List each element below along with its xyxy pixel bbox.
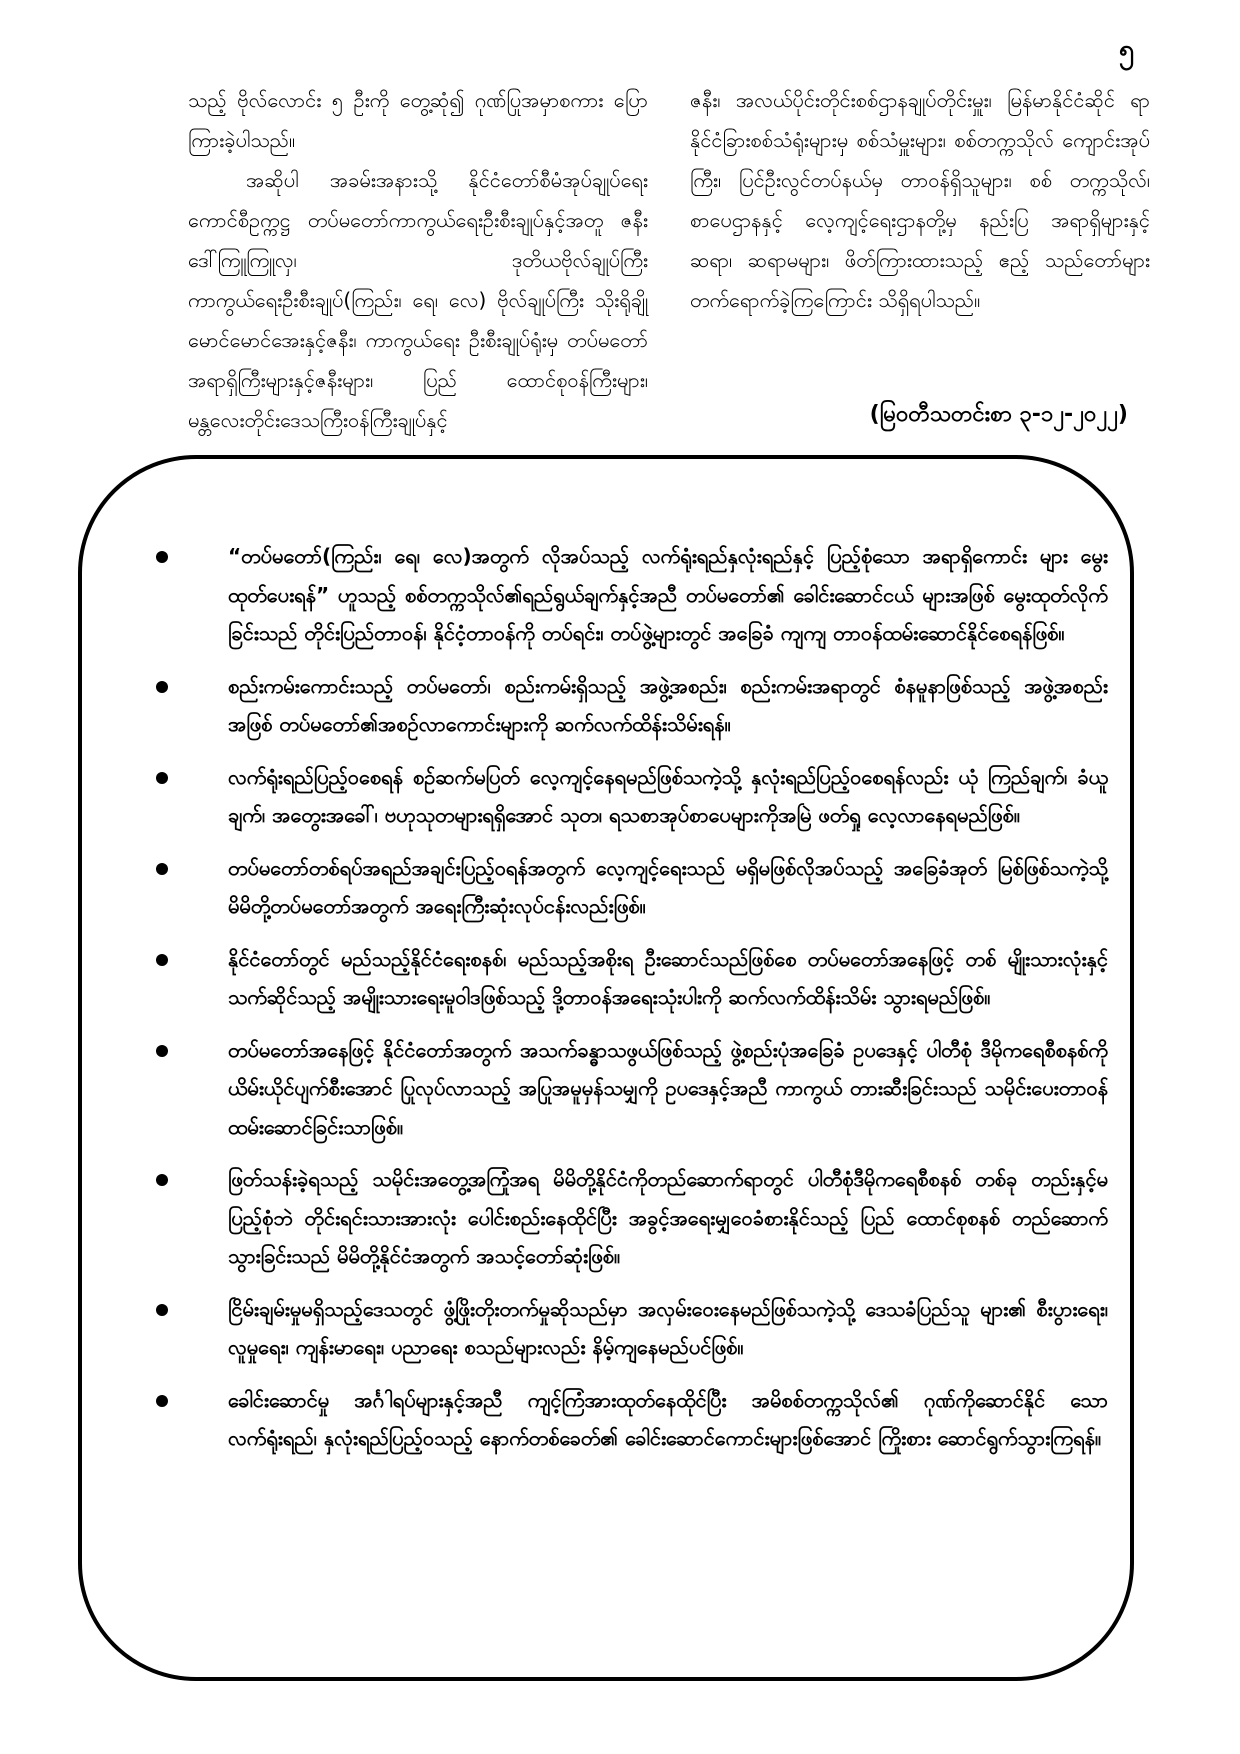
bullet-text: ခေါင်းဆောင်မှု အင်္ဂါရပ်များနှင့်အညီ ကျင့်ကြံအားထုတ်နေထိုင်ပြီး အမိစစ်တက္ကသိုလ်၏ ဂုဏ်ကိုဆောင်နိုင် သော လက်ရုံးရည်၊ နှလုံးရည်ပြည့်ဝသည့် နောက်တစ်ခေတ်၏ ခေါင်းဆောင်ကောင်းများဖြစ်အောင် ကြိုးစား ဆောင်ရွက်သွားကြရန်။ (228, 1387, 1108, 1450)
bullet-text: လက်ရုံးရည်ပြည့်ဝစေရန် စဉ်ဆက်မပြတ် လေ့ကျင့်နေရမည်ဖြစ်သကဲ့သို့ နှလုံးရည်ပြည့်ဝစေရန်လည်း ယုံ ကြည်ချက်၊ ခံယူချက်၊ အတွေးအခေါ်၊ ဗဟုသုတများရရှိအောင် သုတ၊ ရသစာအုပ်စာပေများကိုအမြဲ ဖတ်ရှု လေ့လာနေရမည်ဖြစ်။ (228, 764, 1108, 827)
bullet-item-3 (136, 758, 1108, 835)
left-paragraph-1: သည့် ဗိုလ်လောင်း ၅ ဦးကို တွေ့ဆုံ၍ ဂုဏ်ပြုအမှာစကား ပြောကြားခဲ့ပါသည်။ (188, 88, 648, 152)
bullet-icon (156, 1045, 168, 1057)
bullet-icon (156, 1395, 168, 1407)
bullet-item-2 (136, 667, 1108, 744)
left-paragraph-2: အဆိုပါ အခမ်းအနားသို့ နိုင်ငံတော်စီမံအုပ်ချုပ်ရေး ကောင်စီဥက္ကဋ္ဌ တပ်မတော်ကာကွယ်ရေးဦးစီးချုပ်နှင့်အတူ ဇနီးဒေါ်ကြူကြူလှ၊ ဒုတိယဗိုလ်ချုပ်ကြီး ကာကွယ်ရေးဦးစီးချုပ်(ကြည်း၊ ရေ၊ လေ) ဗိုလ်ချုပ်ကြီး သိုးရိုချိုမောင်မောင်အေးနှင့်ဇနီး၊ ကာကွယ်ရေး ဦးစီးချုပ်ရုံးမှ တပ်မတော်အရာရှိကြီးများနှင့်ဇနီးများ၊ ပြည် ထောင်စုဝန်ကြီးများ၊ မန္တလေးတိုင်းဒေသကြီးဝန်ကြီးချုပ်နှင့် (188, 168, 648, 432)
key-points-box (78, 455, 1134, 1681)
bullet-text: တပ်မတော်တစ်ရပ်အရည်အချင်းပြည့်ဝရန်အတွက် လေ့ကျင့်ရေးသည် မရှိမဖြစ်လိုအပ်သည့် အခြေခံအုတ် မြစ်ဖြစ်သကဲ့သို့ မိမိတို့တပ်မတော်အတွက် အရေးကြီးဆုံးလုပ်ငန်းလည်းဖြစ်။ (228, 855, 1108, 918)
bullet-item-6 (136, 1031, 1108, 1147)
bullet-text: “တပ်မတော်(ကြည်း၊ ရေ၊ လေ)အတွက် လိုအပ်သည့် လက်ရုံးရည်နှလုံးရည်နှင့် ပြည့်စုံသော အရာရှိကောင်း များ မွေးထုတ်ပေးရန်” ဟူသည့် စစ်တက္ကသိုလ်၏ရည်ရွယ်ချက်နှင့်အညီ တပ်မတော်၏ ခေါင်းဆောင်ငယ် များအဖြစ် မွေးထုတ်လိုက်ခြင်းသည် တိုင်းပြည်တာဝန်၊ နိုင်ငံ့တာဝန်ကို တပ်ရင်း၊ တပ်ဖွဲ့များတွင် အခြေခံ ကျကျ တာဝန်ထမ်းဆောင်နိုင်စေရန်ဖြစ်။ (228, 544, 1108, 645)
bullet-icon (156, 954, 168, 966)
bullet-icon (156, 551, 168, 563)
bullet-icon (156, 1304, 168, 1316)
bullet-item-4 (136, 849, 1108, 926)
right-paragraph-1: ဇနီး၊ အလယ်ပိုင်းတိုင်းစစ်ဌာနချုပ်တိုင်းမှူး၊ မြန်မာနိုင်ငံဆိုင် ရာ နိုင်ငံခြားစစ်သံရုံးများမှ စစ်သံမှူးများ၊ စစ်တက္ကသိုလ် ကျောင်းအုပ်ကြီး၊ ပြင်ဦးလွင်တပ်နယ်မှ တာဝန်ရှိသူများ၊ စစ် တက္ကသိုလ်၊ စာပေဌာနနှင့် လေ့ကျင့်ရေးဌာနတို့မှ နည်းပြ အရာရှိများနှင့် ဆရာ၊ ဆရာမများ၊ ဖိတ်ကြားထားသည့် ဧည့် သည်တော်များ တက်ရောက်ခဲ့ကြကြောင်း သိရှိရပါသည်။ (690, 88, 1150, 312)
bullet-text: ငြိမ်းချမ်းမှုမရှိသည့်ဒေသတွင် ဖွံ့ဖြိုးတိုးတက်မှုဆိုသည်မှာ အလှမ်းဝေးနေမည်ဖြစ်သကဲ့သို့ ဒေသခံပြည်သူ များ၏ စီးပွားရေး၊ လူမှုရေး၊ ကျန်းမာရေး၊ ပညာရေး စသည်များလည်း နိမ့်ကျနေမည်ပင်ဖြစ်။ (228, 1296, 1108, 1359)
source-citation: (မြဝတီသတင်းစာ ၃-၁၂-၂၀၂၂) (869, 402, 1128, 427)
right-column (690, 80, 1150, 440)
key-points-list (136, 537, 1108, 1472)
bullet-text: စည်းကမ်းကောင်းသည့် တပ်မတော်၊ စည်းကမ်းရှိသည့် အဖွဲ့အစည်း၊ စည်းကမ်းအရာတွင် စံနမူနာဖြစ်သည့် အဖွဲ့အစည်းအဖြစ် တပ်မတော်၏အစဉ်လာကောင်းများကို ဆက်လက်ထိန်းသိမ်းရန်။ (228, 673, 1108, 736)
bullet-item-9 (136, 1381, 1108, 1458)
left-column (188, 80, 648, 440)
page-number: ၅ (1118, 34, 1134, 65)
bullet-text: တပ်မတော်အနေဖြင့် နိုင်ငံတော်အတွက် အသက်ခန္ဓာသဖွယ်ဖြစ်သည့် ဖွဲ့စည်းပုံအခြေခံ ဥပဒေနှင့် ပါတီစုံ ဒီမိုကရေစီစနစ်ကို ယိမ်းယိုင်ပျက်စီးအောင် ပြုလုပ်လာသည့် အပြုအမူမှန်သမျှကို ဥပဒေနှင့်အညီ ကာကွယ် တားဆီးခြင်းသည် သမိုင်းပေးတာဝန်ထမ်းဆောင်ခြင်းသာဖြစ်။ (228, 1037, 1108, 1139)
bullet-text: ဖြတ်သန်းခဲ့ရသည့် သမိုင်းအတွေ့အကြုံအရ မိမိတို့နိုင်ငံကိုတည်ဆောက်ရာတွင် ပါတီစုံဒီမိုကရေစီစနစ် တစ်ခု တည်းနှင့်မပြည့်စုံဘဲ တိုင်းရင်းသားအားလုံး ပေါင်းစည်းနေထိုင်ပြီး အခွင့်အရေးမျှဝေခံစားနိုင်သည့် ပြည် ထောင်စုစနစ် တည်ဆောက်သွားခြင်းသည် မိမိတို့နိုင်ငံအတွက် အသင့်တော်ဆုံးဖြစ်။ (228, 1167, 1108, 1268)
article-columns (188, 80, 1150, 440)
bullet-icon (156, 863, 168, 875)
bullet-item-7 (136, 1160, 1108, 1276)
bullet-item-5 (136, 940, 1108, 1017)
bullet-text: နိုင်ငံတော်တွင် မည်သည့်နိုင်ငံရေးစနစ်၊ မည်သည့်အစိုးရ ဦးဆောင်သည်ဖြစ်စေ တပ်မတော်အနေဖြင့် တစ် မျိုးသားလုံးနှင့်သက်ဆိုင်သည့် အမျိုးသားရေးမူဝါဒဖြစ်သည့် ဒို့တာဝန်အရေးသုံးပါးကို ဆက်လက်ထိန်းသိမ်း သွားရမည်ဖြစ်။ (228, 946, 1108, 1009)
bullet-icon (156, 1174, 168, 1186)
bullet-icon (156, 772, 168, 784)
bullet-icon (156, 681, 168, 693)
bullet-item-1 (136, 537, 1108, 653)
bullet-item-8 (136, 1290, 1108, 1367)
